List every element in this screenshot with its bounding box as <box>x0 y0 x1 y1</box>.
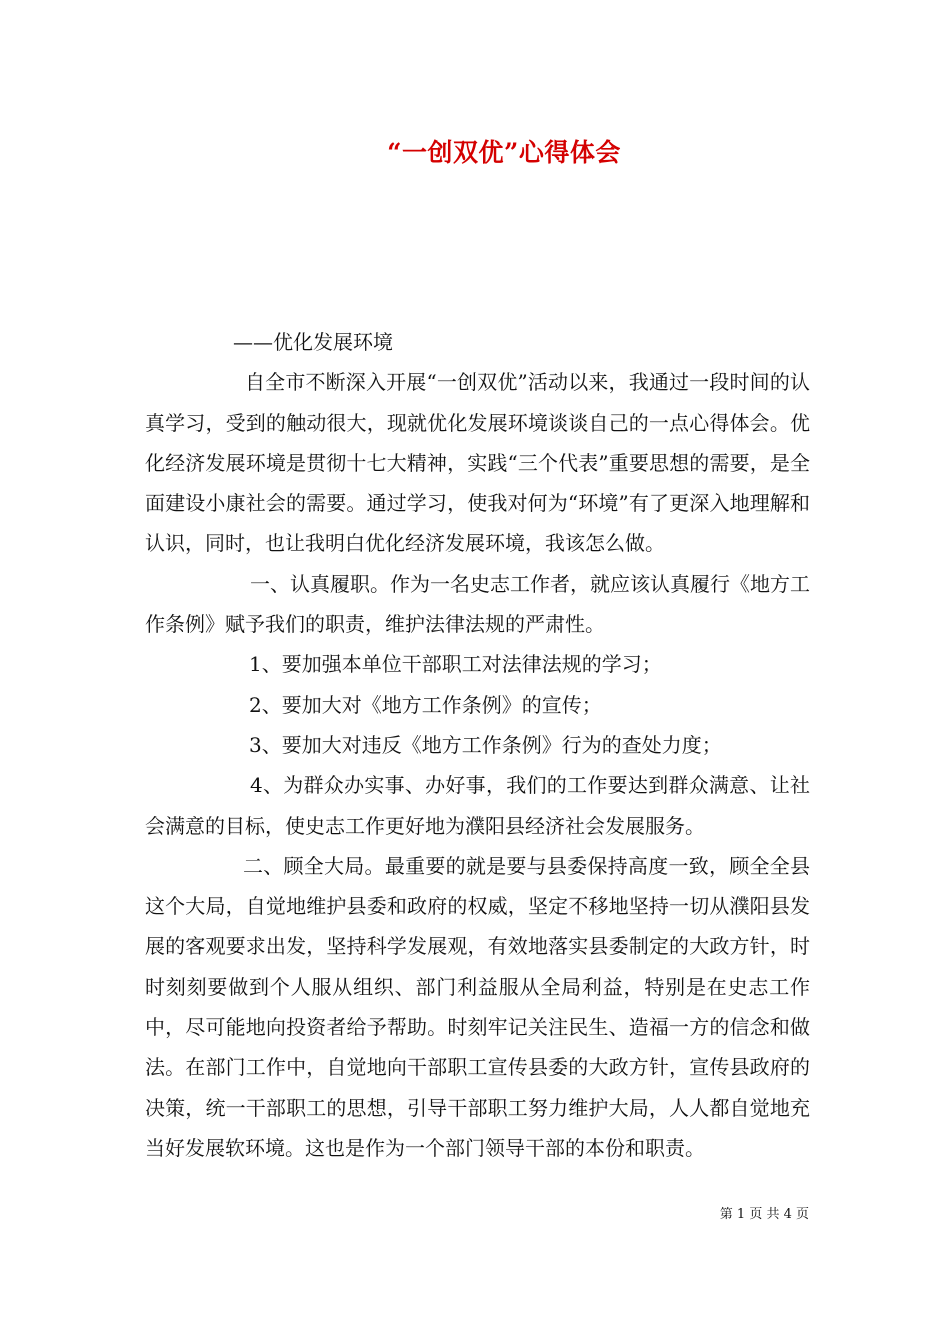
document-subtitle: ——优化发展环境 <box>233 330 393 354</box>
intro-paragraph: 自全市不断深入开展“一创双优”活动以来，我通过一段时间的认真学习，受到的触动很大，现就优化发展环境谈谈自己的一点心得体会。优化经济发展环境是贯彻十七大精神，实践“三个代表”重要思想的需要，是全面建设小康社会的需要。通过学习，使我对何为“环境”有了更深入地理解和认识，同时，也让我明白优化经济发展环境，我该怎么做。 <box>145 370 810 556</box>
page-footer: 第 1 页 共 4 页 <box>719 1207 809 1222</box>
document-body <box>145 322 810 1168</box>
list-item-3: 3、要加大对违反《地方工作条例》行为的查处力度； <box>249 732 722 757</box>
list-item-2: 2、要加大对《地方工作条例》的宣传； <box>249 692 602 717</box>
document-title: “一创双优”心得体会 <box>387 138 621 167</box>
list-item-1: 1、要加强本单位干部职工对法律法规的学习； <box>249 652 662 677</box>
section-two-paragraph: 二、顾全大局。最重要的就是要与县委保持高度一致，顾全全县这个大局，自觉地维护县委和政府的权威，坚定不移地坚持一切从濮阳县发展的客观要求出发，坚持科学发展观，有效地落实县委制定的大政方针，时时刻刻要做到个人服从组织、部门利益服从全局利益，特别是在史志工作中，尽可能地向投资者给予帮助。时刻牢记关注民生、造福一方的信念和做法。在部门工作中，自觉地向干部职工宣传县委的大政方针，宣传县政府的决策，统一干部职工的思想，引导干部职工努力维护大局，人人都自觉地充当好发展软环境。这也是作为一个部门领导干部的本份和职责。 <box>145 853 810 1160</box>
list-item-4: 4、为群众办实事、办好事，我们的工作要达到群众满意、让社会满意的目标，使史志工作更好地为濮阳县经济社会发展服务。 <box>145 773 810 838</box>
section-one-paragraph: 一、认真履职。作为一名史志工作者，就应该认真履行《地方工作条例》赋予我们的职责，维护法律法规的严肃性。 <box>145 571 810 637</box>
